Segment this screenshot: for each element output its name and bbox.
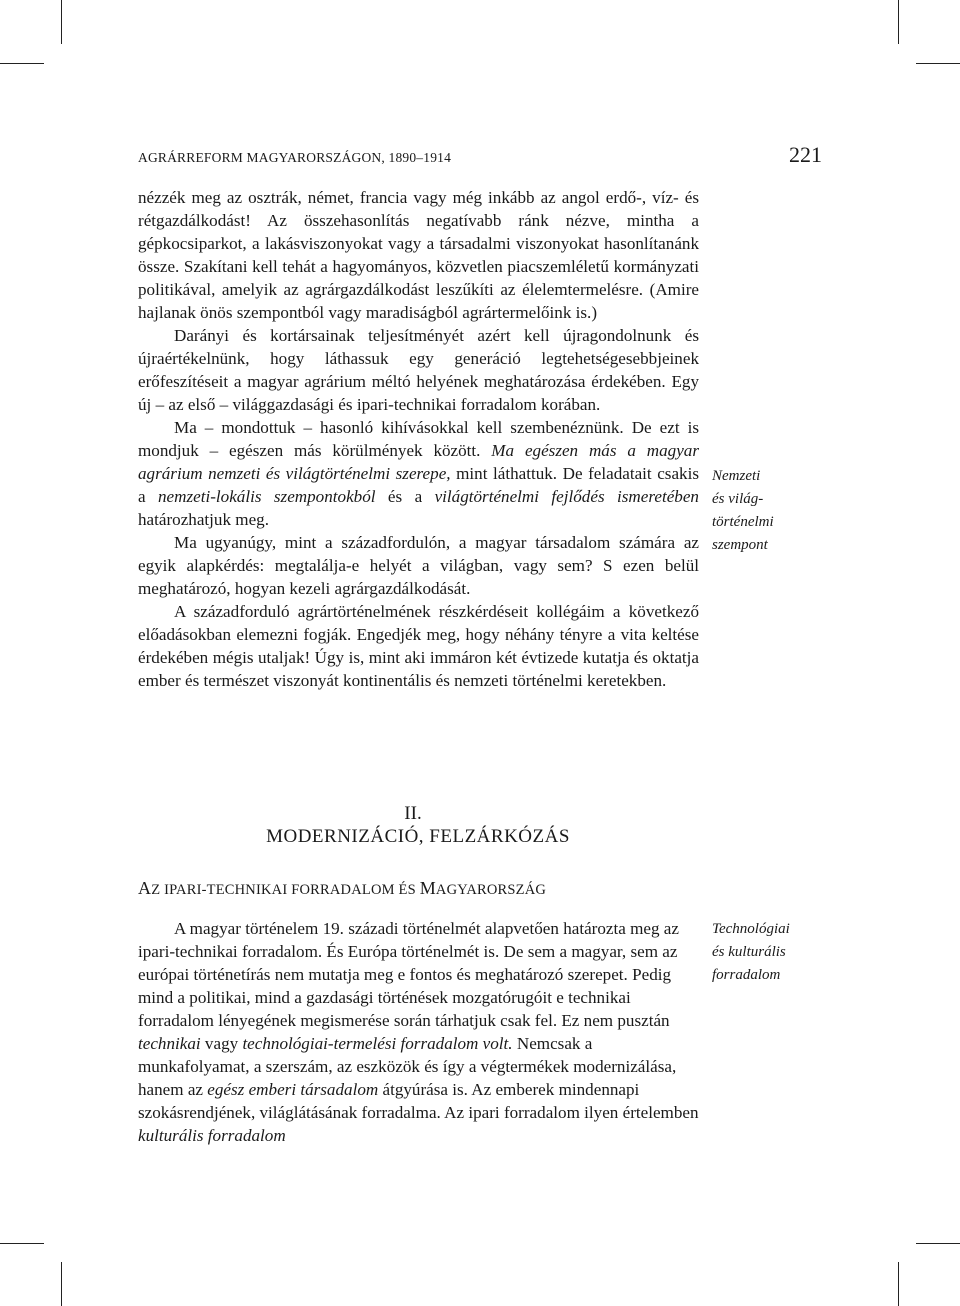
crop-mark [61, 0, 62, 44]
text-run: vagy [200, 1034, 243, 1053]
section-number: II. [404, 803, 422, 824]
italic-run: kulturális forradalom [138, 1126, 286, 1145]
paragraph [138, 186, 699, 324]
running-head [138, 142, 822, 172]
body-text-section-1 [138, 186, 699, 692]
subsection-title [138, 878, 546, 899]
margin-note-line: Nemzeti [712, 468, 761, 484]
crop-mark [898, 1262, 899, 1306]
margin-note-line: történelmi [712, 514, 774, 530]
subtitle-part: Z IPARI-TECHNIKAI FORRADALOM ÉS [151, 882, 420, 898]
italic-run: világtörténelmi fejlődés ismeretében [434, 487, 699, 506]
crop-mark [0, 1243, 44, 1244]
text-run: nézzék meg az osztrák, német, francia vagy még inkább az angol erdő-, víz- és rétgazdálkodást! Az összehasonlítás negatívabb ránk nézve, mintha a gépkocsiparkot, a lakásviszonyokat vagy a társadalmi viszonyokat hasonlítanánk össze. Szakítani kell tehát a hagyományos, közvetlen piacszemléletű kormányzati politikával, amelyik az agrárgazdálkodást leszűkíti az élelemtermelésre. (Amire hajlanak önös szempontból vagy maradiságból agrártermelőink is.) [138, 188, 699, 322]
text-run: átgyúrása is. Az emberek mindennapi szokásrendjének, világlátásának forradalma. Az ipari forradalom ilyen értelemben [138, 1080, 699, 1122]
paragraph [138, 917, 699, 1147]
text-run: Ma – mondottuk – hasonló kihívásokkal kell szembenéznünk. De ezt is mondjuk – egészen más körülmények között. [138, 418, 699, 460]
crop-mark [898, 0, 899, 44]
text-run: A magyar történelem 19. századi történelmét alapvetően határozta meg az ipari-technikai forradalom. És Európa történelmét is. De sem a magyar, sem az európai történetírás nem mutatja meg e fontos és meghatározó szerepet. Pedig mind a politikai, mind a gazdasági történések mozgatórugóit e technikai forradalom lényegének megismerése során tárhatjuk csak fel. Ez nem pusztán [138, 919, 679, 1030]
crop-mark [0, 63, 44, 64]
italic-run: technikai [138, 1034, 201, 1053]
text-run: Darányi és kortársainak teljesítményét azért kell újragondolnunk és újraértékelnünk, hogy láthassuk egy generáció legtehetségesebbjeinek erőfeszítéseit a magyar agrárium méltó helyének meghatározása érdekében. Egy új – az első – világgazdasági és ipari-technikai forradalom korában. [138, 326, 699, 414]
subtitle-part: AGYARORSZÁG [435, 882, 547, 898]
italic-run: Ma egészen más a magyar agrárium nemzeti és világtörténelmi szerepe, [138, 441, 699, 483]
running-title: AGRÁRREFORM MAGYARORSZÁGON, 1890–1914 [138, 150, 452, 165]
text-run: Nemcsak a munkafolyamat, a szerszám, az eszközök és így a végtermékek modernizálása, hanem az [138, 1034, 677, 1099]
paragraph [138, 416, 699, 531]
margin-note-line: szempont [712, 537, 768, 553]
italic-run: technológiai-termelési forradalom volt. [242, 1034, 513, 1053]
body-text-section-2 [138, 917, 699, 1147]
margin-note-line: és világ- [712, 491, 764, 507]
margin-note-line: és kulturális [712, 944, 786, 960]
text-run: Ma ugyanúgy, mint a századfordulón, a magyar társadalom számára az egyik alapkérdés: megtalálja-e helyét a világban, vagy sem? S ezen belül meghatározó, hogyan kezeli agrárgazdálkodását. [138, 533, 699, 598]
subtitle-part: M [419, 878, 436, 898]
paragraph [138, 600, 699, 692]
crop-mark [916, 63, 960, 64]
margin-note-line: Technológiai [712, 921, 790, 937]
italic-run: egész emberi társadalom [207, 1080, 379, 1099]
text-run: és a [375, 487, 435, 506]
crop-mark [916, 1243, 960, 1244]
margin-note-technological-revolution [712, 918, 832, 987]
margin-note-line: forradalom [712, 967, 781, 983]
page-number: 221 [789, 142, 822, 167]
crop-mark [61, 1262, 62, 1306]
italic-run: nemzeti-lokális szempontokból [158, 487, 376, 506]
text-run: mint láthattuk. De feladatait csakis a [138, 464, 699, 506]
paragraph [138, 324, 699, 416]
text-run: határozhatjuk meg. [138, 510, 269, 529]
paragraph [138, 531, 699, 600]
section-title: MODERNIZÁCIÓ, FELZÁRKÓZÁS [266, 826, 570, 847]
margin-note-national-world-history [712, 465, 832, 557]
text-run: A századforduló agrártörténelmének részkérdéseit kollégáim a következő előadásokban elemezni fogják. Engedjék meg, hogy néhány tényre a vita keltése érdekében mégis utaljak! Úgy is, mint aki immáron két évtizede kutatja és oktatja ember és természet viszonyát kontinentális és nemzeti történelmi keretekben. [138, 602, 699, 690]
subtitle-part: A [138, 878, 152, 898]
